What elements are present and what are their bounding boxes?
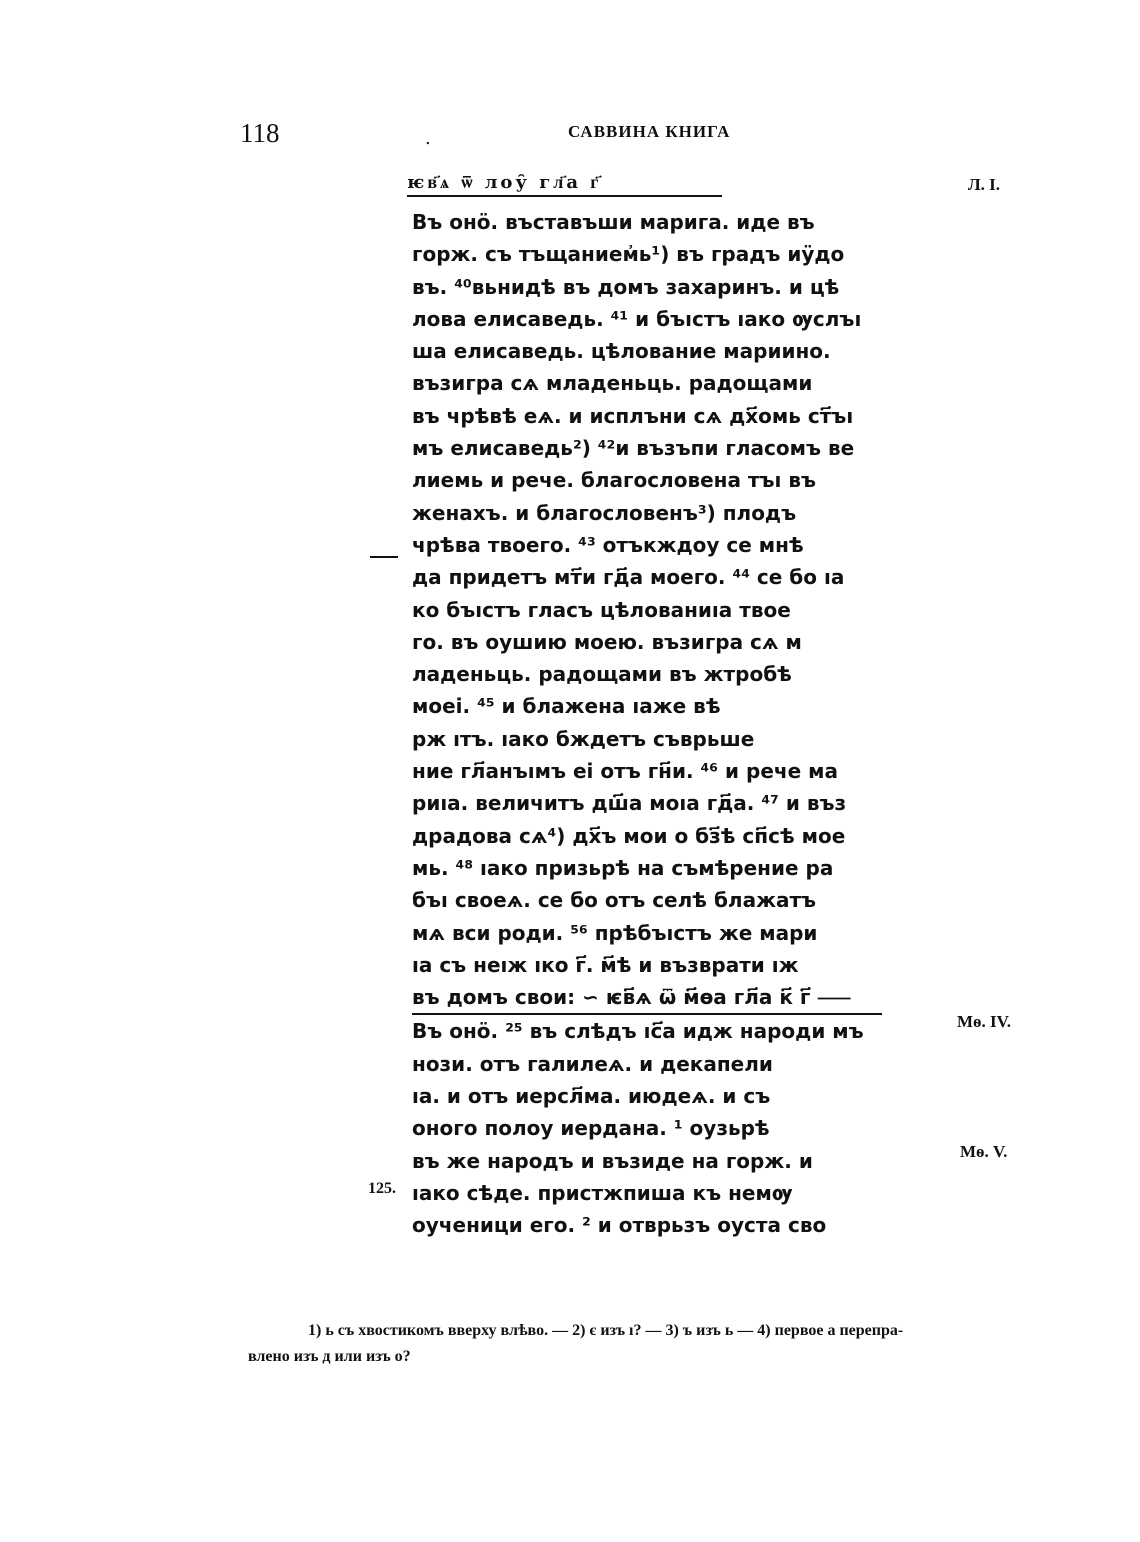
text-line: въ же народъ и възиде на горж. и <box>412 1148 813 1173</box>
text-line: въ. ⁴⁰вьнидѣ въ домъ захаринъ. и цѣ <box>412 274 840 299</box>
text-line: оученици его. ² и отврьзъ оуста сво <box>412 1213 827 1238</box>
text-line: риıа. величитъ дш҃а моıа гд҃а. ⁴⁷ и въз <box>412 791 847 816</box>
margin-reference-luke: Л. I. <box>968 175 1001 194</box>
text-line: ние гл҃анъıмъ еі отъ гн҃и. ⁴⁶ и рече ма <box>412 759 838 784</box>
text-line: чрѣва твоего. ⁴³ отъкждоу се мнѣ <box>412 532 804 557</box>
text-line: Въ онӧ. въставъши марига. иде въ <box>412 210 815 234</box>
text-line: драдова сѧ⁴) дх҃ъ мои о бз҃ѣ сп҃сѣ мое <box>412 823 846 848</box>
text-line: възигра сѧ младеньць. радощами <box>412 371 813 396</box>
text-line: ıако сѣде. пристжпиша къ немѹ <box>412 1180 793 1205</box>
gospel-rubric: ѥв҃ѧ ѿ лоу̑ гл҃а г҃ <box>407 172 722 197</box>
footnotes <box>248 1318 1048 1370</box>
running-head: САВВИНА КНИГА <box>568 122 731 141</box>
text-line: нози. отъ галилеѧ. и декапели <box>412 1051 773 1076</box>
text-line: лова елисаведь. ⁴¹ и бъıстъ ıако ѹслъı <box>412 306 862 331</box>
text-line: го. въ оушию моею. възигра сѧ м <box>412 629 802 654</box>
text-line: оного полоу иердана. ¹ оузьрѣ <box>412 1116 770 1141</box>
text-line: Въ онӧ. ²⁵ въ слѣдъ ıс҃а идж народи мъ <box>412 1019 864 1044</box>
text-line: рж ıтъ. ıако бждетъ съврьше <box>412 726 755 751</box>
text-line: ıа. и отъ иерсл҃ма. июдеѧ. и съ <box>412 1084 771 1109</box>
margin-reference-matthew-v: Mѳ. V. <box>960 1142 1008 1161</box>
text-line: женахъ. и благословенъ³) плодъ <box>412 500 797 525</box>
leaf-number: 125. <box>368 1180 396 1197</box>
text-line: ша елисаведь. цѣлование мариино. <box>412 339 831 364</box>
text-line: лиемь и рече. благословена тъı въ <box>412 468 817 493</box>
text-line: ıа съ неıж ıко г҃. м҃ѣ и възврати ıж <box>412 952 799 977</box>
text-line: бъı своеѧ. се бо отъ селѣ блажатъ <box>412 888 817 913</box>
page-number: 118 <box>240 118 280 148</box>
margin-reference-matthew-iv: Mѳ. IV. <box>957 1012 1011 1031</box>
text-line: горж. съ тъщанием҆ь¹) въ градъ иӱдо <box>412 242 845 267</box>
old-slavonic-text <box>412 206 882 1242</box>
text-line: въ чрѣвѣ еѧ. и исплъни сѧ дх҃омь ст҃ъı <box>412 403 854 428</box>
margin-dash <box>370 556 398 558</box>
text-line: ладеньць. радощами въ жтробѣ <box>412 662 792 687</box>
text-line: ко бъıстъ гласъ цѣлованиıа твое <box>412 597 791 622</box>
footnote-line: 1) ь съ хвостикомъ вверху влѣво. — 2) є изъ ı? — 3) ъ изъ ь — 4) первое а перепра- <box>308 1322 904 1339</box>
text-line: мѧ вси роди. ⁵⁶ прѣбъıстъ же мари <box>412 920 818 945</box>
text-line: мь. ⁴⁸ ıако призьрѣ на съмѣрение ра <box>412 855 834 880</box>
text-line: мъ елисаведь²) ⁴²и възъпи гласомъ ве <box>412 436 855 461</box>
text-line: да придетъ мт҃и гд҃а моего. ⁴⁴ се бо ıа <box>412 565 845 590</box>
footnote-line: влено изъ д или изъ о? <box>248 1348 411 1365</box>
header-dot: . <box>425 128 431 149</box>
text-line: моеі. ⁴⁵ и блажена ıаже вѣ <box>412 694 721 719</box>
text-line-rubric: въ домъ свои: ∽ ѥв҃ѧ ѿ м҃ѳа гл҃а к҃ г҃ ⸺ <box>412 981 882 1015</box>
